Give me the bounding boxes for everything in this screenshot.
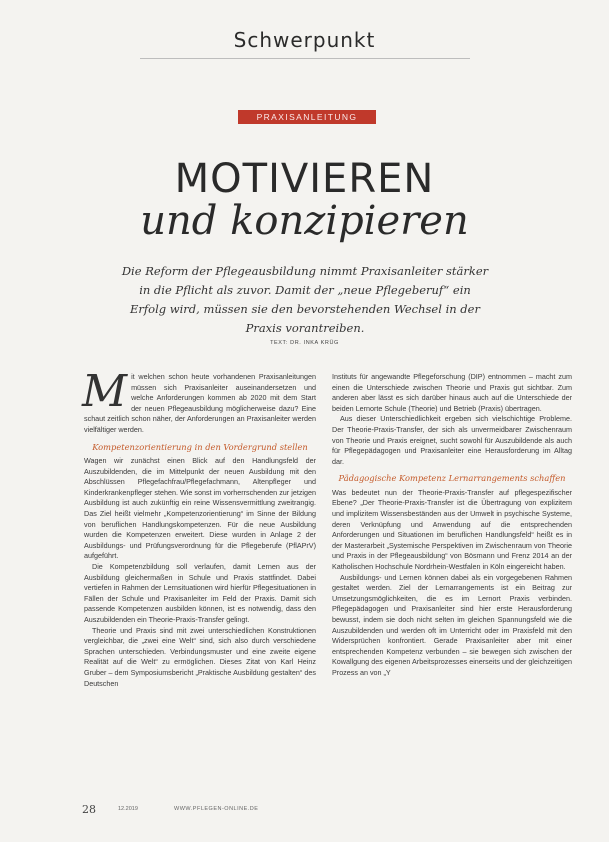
intro-block [82,366,316,436]
right-paragraph-3: Was bedeutet nun der Theorie-Praxis-Transfer auf pflegespezifischer Ebene? „Der Theorie-Praxis-Transfer ist die Übertragung von explizitem und implizitem Wissensbeständen aus der Umwelt in psychische Systeme, deren Verknüpfung und Anwendung auf die entsprechenden Anforderungen und Situationen im beruflichen Handlungsfeld“ heißt es in der Masterarbeit „Systemische Perspektiven im Zwischenraum von Theorie und Praxis in der Pflegeausbildung“ von Bösmann und Frenz 2014 an der Katholischen Hochschule Nordrhein-Westfalen in Köln eingereicht haben. [332,487,572,571]
headline-line-1: MOTIVIEREN [174,156,435,202]
right-paragraph-2: Aus dieser Unterschiedlichkeit ergeben sich vielschichtige Probleme. Der Theorie-Praxis-Transfer, der sich als unvermeidbarer Zwischenraum von Theorie und Praxis ereignet, sucht sowohl für Auszubildende als auch für Pflegepädagogen und Praxisanleiter eine Herausforderung im Alltag dar. [332,414,572,466]
drop-cap: M [82,366,128,417]
left-paragraph-2: Wagen wir zunächst einen Blick auf den Handlungsfeld der Auszubildenden, die im Mittelpunkt der neuen Ausbildung mit den Abschlüssen Pflegefachfrau/Pflegefachmann, Altenpfleger und Kinderkrankenpfleger stehen. Wie sonst im vorherrschenden zur jetzigen Ausbildung ist auch zukünftig ein reine Wissensvermittlung zweitrangig. Das Ziel heißt vielmehr „Kompetenzorientierung“ im Sinne der Bildung von beruflichen Handlungskompetenzen. Für die neue Ausbildung wurden die Kompetenzen erweitert. Diese wurden in Anlage 2 der Ausbildungs- und Prüfungsverordnung für die Pflegeberufe (PflAPrV) aufgeführt. [84,456,316,561]
right-subheading: Pädagogische Kompetenz Lernarrangements schaffen [338,473,566,484]
section-label: PRAXISANLEITUNG [238,110,376,124]
lead-paragraph: Die Reform der Pflegeausbildung nimmt Praxisanleiter stärker in die Pflicht als zuvor. Damit der „neue Pflegeberuf“ ein Erfolg wird, müssen sie den bevorstehenden Wechsel in der Praxis vorantreiben. [121,264,489,335]
left-paragraph-4: Theorie und Praxis sind mit zwei unterschiedlichen Konstruktionen vergleichbar, die „zwei eine Welt“ sind, sich also durch verschiedene Sprachen unterschieden. Verbindungsmuster und eine zweite eigene Realität auf die Welt“ zu ermöglichen. Dieses Zitat von Karl Heinz Gruber – dem Symposiumsbericht „Praktische Ausbildung gestalten“ des Deutschen [84,625,316,688]
right-paragraph-1: Instituts für angewandte Pflegeforschung (DIP) entnommen – macht zum einen die Unterschiede zwischen Theorie und Praxis gut sichtbar. Zum anderen aber lässt es sich darüber hinaus auch auf die Unterschiede der beiden Lernorte Schule (Theorie) und Betrieb (Praxis) übertragen. [332,372,572,413]
right-paragraph-4: Ausbildungs- und Lernen können dabei als ein vorgegebenen Rahmen gestaltet werden. Ziel der Lernarrangements ist ein Beitrag zur Umsetzungsmöglichkeiten, die es im Lernort Praxis verbinden. Pflegepädagogen und Praxisanleiter sind hier erste Herausforderung bewusst, indem sie doch nicht selten im gleichen Spannungsfeld wie die Auszubildenden und werden oft im Unterricht oder im Praxisfeld mit den Widersprüchen konfrontiert. Gerade Praxisanleiter aber mit einer entsprechenden Kompetenz verbunden – sie bewegen sich zwischen der Kowallgung des eigenen Arbeitsprozesses einerseits und der gleichzeitigen Prozess an von „Y [332,572,572,677]
page-number: 28 [82,803,96,816]
left-subheading: Kompetenzorientierung in den Vordergrund stellen [92,441,308,452]
headline-line-2: und konzipieren [140,198,469,244]
byline: TEXT: DR. INKA KRÜG [270,340,339,346]
right-column [332,372,572,679]
rubric-divider [140,58,470,59]
left-column [82,366,316,689]
left-paragraph-3: Die Kompetenzbildung soll verlaufen, damit Lernen aus der Ausbildung gleichermaßen in Schule und Praxis stattfindet. Dabei vertiefen in Rahmen der Lernsituationen wird hierfür Pflegesituationen in Fällen der Schule und Praxisanleiter im Feld der Praxis. Damit sich passende Kompetenzen ausbilden können, ist es notwendig, dass den Auszubildenden ein Theorie-Praxis-Transfer gelingt. [84,562,316,624]
rubric-title: Schwerpunkt [233,28,376,52]
footer-url: WWW.PFLEGEN-ONLINE.DE [174,806,259,812]
issue-date: 12.2019 [118,806,138,812]
left-paragraph-1: it welchen schon heute vorhandenen Praxisanleitungen müssen sich Praxisanleiter auseinandersetzen und welche Anforderungen kommen ab 2020 mit dem Start der neuen Pflegeausbildung möglicherweise dazu? Eine schaut zeitlich schon näher, der Anforderungen an Praxisanleiter werden vielfältiger werden. [84,372,316,434]
